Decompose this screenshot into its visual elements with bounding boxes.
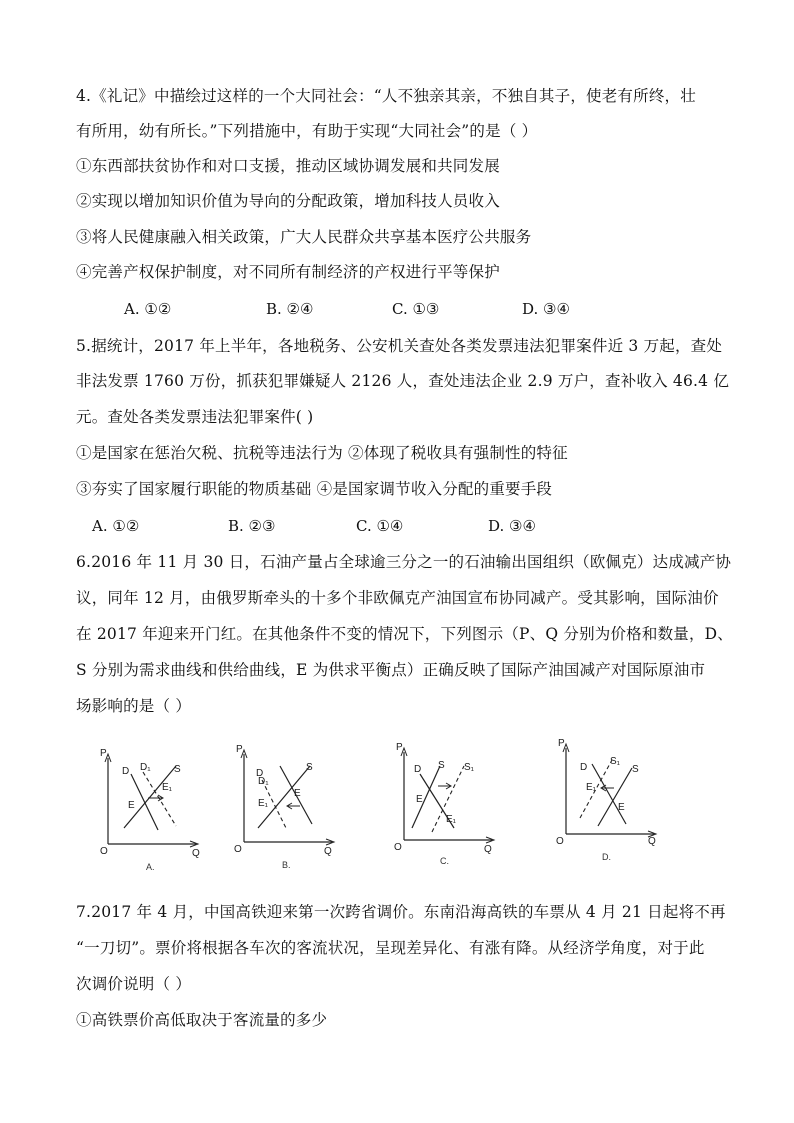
graph-d-label-s1: S₁ — [610, 756, 621, 767]
q5-option-d: D. ③④ — [488, 517, 536, 535]
graph-c-label-s1: S₁ — [464, 762, 475, 773]
graph-a-label-d: D — [122, 766, 130, 777]
q6-graph-d — [554, 734, 664, 864]
graph-d-p-label: P — [558, 738, 565, 749]
q6-graph-a — [96, 744, 206, 874]
graph-c-label-s: S — [438, 760, 445, 771]
graph-b-caption: B. — [282, 860, 291, 870]
graph-a-o-label: O — [100, 846, 108, 857]
q7-stem-line-2: “一刀切”。票价将根据各车次的客流状况，呈现差异化、有涨有降。从经济学角度，对于此 — [76, 939, 705, 957]
q5-statements-line-2: ③夯实了国家履行职能的物质基础 ④是国家调节收入分配的重要手段 — [76, 480, 553, 498]
q4-option-c: C. ①③ — [392, 300, 440, 318]
q4-option-d: D. ③④ — [522, 300, 570, 318]
graph-b-label-e1: E₁ — [258, 798, 269, 809]
q4-stem-line-2: 有所用，幼有所长。”下列措施中，有助于实现“大同社会”的是（ ） — [76, 122, 538, 140]
graph-a-p-label: P — [100, 748, 107, 759]
q6-stem-line-4: S 分别为需求曲线和供给曲线，E 为供求平衡点）正确反映了国际产油国减产对国际原油市 — [76, 661, 706, 679]
q6-graph-c — [392, 738, 502, 868]
graph-c-caption: C. — [440, 856, 449, 866]
q5-stem-line-3: 元。查处各类发票违法犯罪案件( ) — [76, 408, 314, 426]
graph-a-label-e1: E₁ — [162, 782, 173, 793]
q5-stem-line-2: 非法发票 1760 万份，抓获犯罪嫌疑人 2126 人，查处违法企业 2.9 万户，查补收入 46.4 亿 — [76, 372, 730, 390]
graph-c-o-label: O — [394, 842, 402, 853]
q7-statement-1: ①高铁票价高低取决于客流量的多少 — [76, 1011, 328, 1029]
q4-option-a: A. ①② — [124, 300, 172, 318]
graph-d-label-s: S — [632, 764, 639, 775]
graph-a-caption: A. — [146, 862, 155, 872]
q4-statement-1: ①东西部扶贫协作和对口支援，推动区域协调发展和共同发展 — [76, 157, 500, 175]
graph-b-label-e: E — [294, 788, 301, 799]
q6-graph-b — [232, 740, 342, 870]
graph-a-label-e: E — [128, 800, 135, 811]
graph-b-label-d1: D₁ — [258, 776, 269, 787]
graph-a-q-label: Q — [192, 848, 200, 859]
q4-statement-3: ③将人民健康融入相关政策，广大人民群众共享基本医疗公共服务 — [76, 228, 532, 246]
q4-option-b: B. ②④ — [266, 300, 314, 318]
q7-stem-line-3: 次调价说明（ ） — [76, 975, 192, 993]
q6-stem-line-3: 在 2017 年迎来开门红。在其他条件不变的情况下，下列图示（P、Q 分别为价格和数量，D、 — [76, 625, 733, 643]
graph-c-q-label: Q — [484, 844, 492, 855]
graph-c-label-d: D — [414, 764, 422, 775]
graph-b-p-label: P — [236, 744, 243, 755]
graph-d-o-label: O — [556, 836, 564, 847]
q5-stem-line-1: 5.据统计，2017 年上半年，各地税务、公安机关查处各类发票违法犯罪案件近 3 万起，查处 — [76, 337, 723, 355]
q6-stem-line-5: 场影响的是（ ） — [76, 697, 192, 715]
q5-statements-line-1: ①是国家在惩治欠税、抗税等违法行为 ②体现了税收具有强制性的特征 — [76, 444, 568, 462]
graph-b-o-label: O — [234, 844, 242, 855]
graph-d-q-label: Q — [648, 836, 656, 847]
q4-statement-4: ④完善产权保护制度，对不同所有制经济的产权进行平等保护 — [76, 263, 500, 281]
graph-a-label-s: S — [174, 764, 181, 775]
graph-b-q-label: Q — [324, 846, 332, 857]
graph-c-label-e1: E₁ — [446, 814, 457, 825]
q6-stem-line-1: 6.2016 年 11 月 30 日，石油产量占全球逾三分之一的石油输出国组织（欧佩克）达成减产协 — [76, 553, 732, 571]
q5-option-b: B. ②③ — [228, 517, 276, 535]
q4-statement-2: ②实现以增加知识价值为导向的分配政策，增加科技人员收入 — [76, 192, 500, 210]
q7-stem-line-1: 7.2017 年 4 月，中国高铁迎来第一次跨省调价。东南沿海高铁的车票从 4 月 21 日起将不再 — [76, 903, 726, 921]
graph-a-label-d1: D₁ — [140, 762, 151, 773]
graph-b-label-s: S — [306, 762, 313, 773]
graph-d-label-e1: E₁ — [586, 782, 597, 793]
graph-d-caption: D. — [602, 852, 611, 862]
q4-stem-line-1: 4.《礼记》中描绘过这样的一个大同社会：“人不独亲其亲，不独自其子，使老有所终，壮 — [76, 87, 696, 105]
q6-stem-line-2: 议，同年 12 月，由俄罗斯牵头的十多个非欧佩克产油国宣布协同减产。受其影响，国际油价 — [76, 589, 719, 607]
q5-option-a: A. ①② — [92, 517, 140, 535]
graph-b-label-d: D — [256, 768, 264, 779]
q5-option-c: C. ①④ — [356, 517, 404, 535]
graph-c-p-label: P — [396, 742, 403, 753]
graph-c-label-e: E — [416, 794, 423, 805]
graph-d-label-e: E — [618, 802, 625, 813]
graph-d-label-d: D — [580, 762, 588, 773]
